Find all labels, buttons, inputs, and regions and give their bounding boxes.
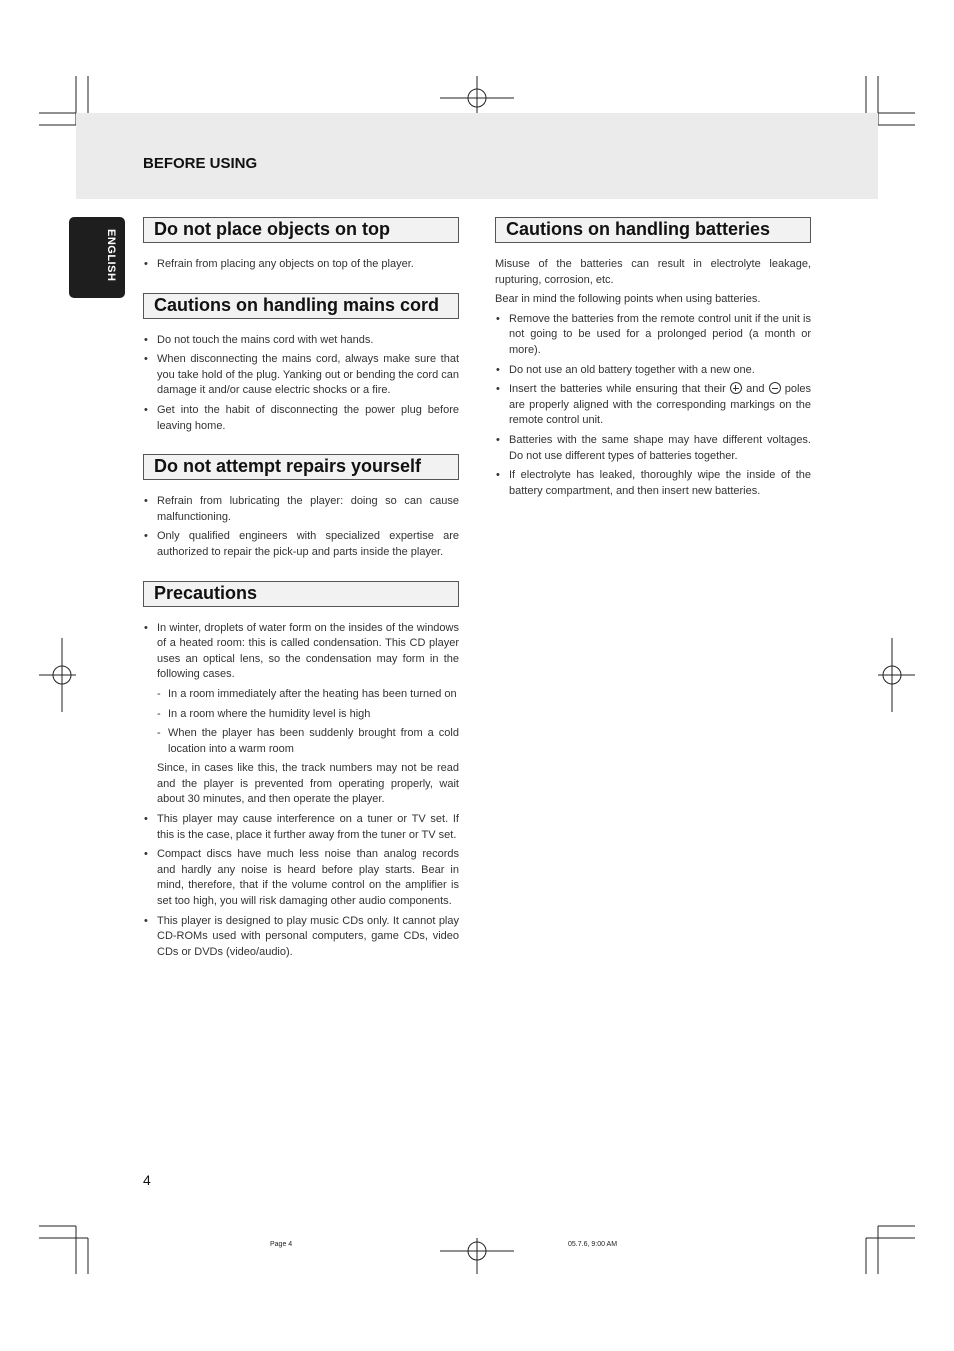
section-objects-on-top (143, 217, 459, 273)
list-item: • Remove the batteries from the remote control unit if the unit is not going to be used for a prolonged period (a month or more). (495, 312, 811, 359)
list-item: • This player is designed to play music CDs only. It cannot play CD-ROMs used with personal computers, game CDs, video CDs or DVDs (video/audio). (143, 914, 459, 961)
page-number: 4 (143, 1172, 151, 1188)
section-heading: Precautions (143, 581, 459, 607)
section-heading: Do not place objects on top (143, 217, 459, 243)
list-item-text: and (746, 383, 765, 396)
section-batteries (495, 217, 811, 499)
list-item: • Refrain from placing any objects on top of the player. (143, 257, 459, 273)
condensation-note: Since, in cases like this, the track numbers may not be read and the player is prevented from operating properly, wait about 30 minutes, and then operate the player. (157, 762, 459, 806)
plus-pole-icon (730, 382, 742, 394)
section-label: BEFORE USING (143, 155, 258, 172)
section-heading: Do not attempt repairs yourself (143, 454, 459, 480)
intro-paragraph: Bear in mind the following points when using batteries. (495, 293, 761, 306)
bullet-list (143, 494, 459, 560)
list-item: • If electrolyte has leaked, thoroughly wipe the inside of the battery compartment, and then insert new batteries. (495, 468, 811, 499)
list-item-text: Insert the batteries while ensuring that their (509, 383, 726, 396)
list-item (495, 382, 811, 429)
bullet-list (143, 621, 459, 961)
list-item: • This player may cause interference on a tuner or TV set. If this is the case, place it further away from the tuner or TV set. (143, 812, 459, 843)
footer-page-label: Page 4 (270, 1241, 293, 1248)
bullet-list (143, 333, 459, 435)
left-column (143, 217, 459, 980)
list-item (143, 621, 459, 809)
bullet-list (495, 312, 811, 500)
list-item: • Refrain from lubricating the player: doing so can cause malfunctioning. (143, 494, 459, 525)
list-item: • Batteries with the same shape may have different voltages. Do not use different types of batteries together. (495, 433, 811, 464)
dash-list (157, 687, 459, 757)
list-item-text: poles are properly aligned with the corresponding markings on the remote control unit. (509, 383, 812, 427)
list-item: • Get into the habit of disconnecting the power plug before leaving home. (143, 403, 459, 434)
dash-item: - When the player has been suddenly brought from a cold location into a warm room (157, 726, 459, 757)
list-item: • When disconnecting the mains cord, always make sure that you take hold of the plug. Yanking out or bending the cord can damage it and/or cause electric shocks or a fire. (143, 352, 459, 399)
intro-paragraph: Misuse of the batteries can result in electrolyte leakage, rupturing, corrosion, etc. (495, 258, 811, 286)
section-precautions (143, 581, 459, 961)
list-item: • Only qualified engineers with specialized expertise are authorized to repair the pick-up and parts inside the player. (143, 529, 459, 560)
dash-item: - In a room where the humidity level is high (157, 707, 459, 723)
list-item: • Do not touch the mains cord with wet hands. (143, 333, 459, 349)
bullet-list (143, 257, 459, 273)
minus-pole-icon (769, 382, 781, 394)
list-item: • Compact discs have much less noise than analog records and hardly any noise is heard before play starts. Bear in mind, therefore, that if the volume control on the amplifier is set too high, you will risk damaging other audio components. (143, 847, 459, 909)
language-tab-label: ENGLISH (105, 229, 117, 282)
footer-date-label: 05.7.6, 9:00 AM (568, 1241, 618, 1248)
list-item: • Do not use an old battery together with a new one. (495, 363, 811, 379)
list-item-text: In winter, droplets of water form on the insides of the windows of a heated room: this is called condensation. This CD player uses an optical lens, so the condensation may form in the following cases. (157, 621, 459, 681)
right-column (495, 217, 811, 519)
section-heading: Cautions on handling mains cord (143, 293, 459, 319)
dash-item: - In a room immediately after the heating has been turned on (157, 687, 459, 703)
section-heading: Cautions on handling batteries (495, 217, 811, 243)
section-repairs (143, 454, 459, 560)
language-tab (69, 217, 125, 298)
section-mains-cord (143, 293, 459, 435)
